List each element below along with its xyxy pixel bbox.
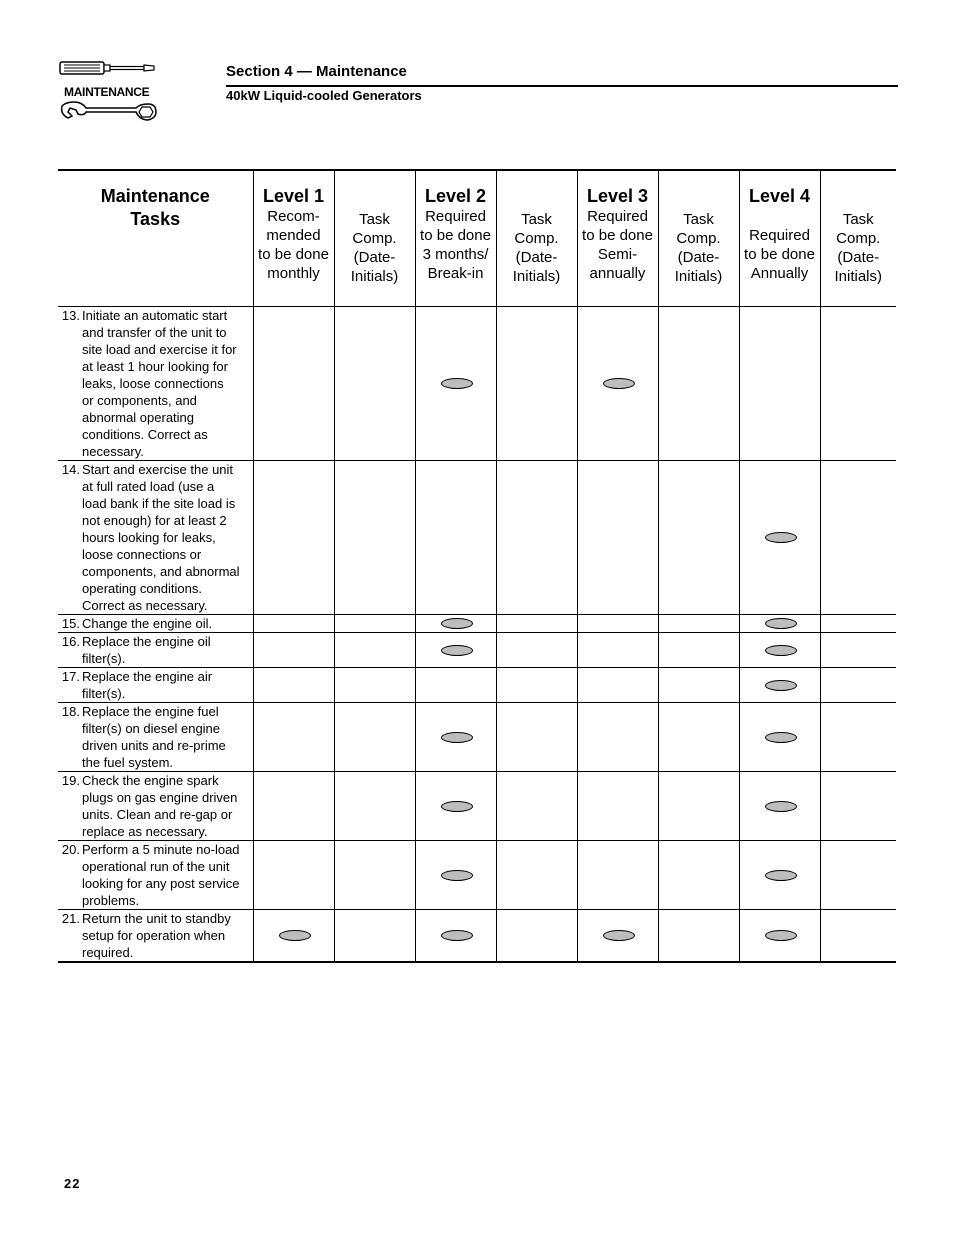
task-number: 17.: [61, 668, 80, 684]
level-title: Level 4: [748, 186, 811, 206]
task-comp-cell[interactable]: [658, 460, 739, 614]
task-comp-cell[interactable]: [820, 840, 896, 909]
required-marker-icon: [279, 930, 311, 941]
task-text-line: filter(s).: [82, 650, 126, 666]
task-text-line: operating conditions.: [82, 580, 202, 596]
task-text-line: at least 1 hour looking for: [82, 358, 228, 374]
required-marker-icon: [765, 618, 797, 629]
task-text-line: leaks, loose connections: [82, 375, 224, 391]
required-marker-icon: [441, 930, 473, 941]
task-comp-cell[interactable]: [820, 614, 896, 632]
header-task-comp-1: [334, 170, 415, 306]
level-title: Level 2: [424, 186, 487, 206]
level-2-cell: [415, 667, 496, 702]
task-comp-cell[interactable]: [820, 909, 896, 962]
level-2-cell: [415, 771, 496, 840]
task-number: 20.: [61, 841, 80, 857]
required-marker-icon: [765, 930, 797, 941]
task-text-line: abnormal operating: [82, 409, 195, 425]
table-header: [58, 170, 896, 306]
level-1-cell: [253, 306, 334, 460]
level-4-cell: [739, 614, 820, 632]
task-comp-cell[interactable]: [820, 702, 896, 771]
comp-line: Task: [842, 211, 874, 228]
table-row: [58, 909, 896, 962]
task-cell: [58, 909, 253, 962]
level-desc-line: Break-in: [427, 265, 484, 282]
level-desc-line: to be done: [258, 246, 329, 263]
table-row: [58, 840, 896, 909]
level-3-cell: [577, 614, 658, 632]
task-comp-cell[interactable]: [496, 667, 577, 702]
task-cell: [58, 460, 253, 614]
task-number: 14.: [61, 461, 80, 477]
table-body: [58, 306, 896, 962]
level-desc-line: annually: [589, 265, 646, 282]
level-4-cell: [739, 306, 820, 460]
level-3-cell: [577, 667, 658, 702]
task-text-line: Check the engine spark: [82, 772, 219, 788]
task-text-line: Replace the engine air: [82, 668, 213, 684]
comp-line: Comp.: [836, 230, 881, 247]
level-desc-line: to be done: [582, 227, 653, 244]
header-task-line: Tasks: [130, 209, 181, 229]
task-text-line: driven units and re-prime: [82, 737, 226, 753]
comp-line: (Date-: [515, 249, 558, 266]
level-3-cell: [577, 702, 658, 771]
task-text-line: Perform a 5 minute no-load: [82, 841, 240, 857]
task-number: 16.: [61, 633, 80, 649]
required-marker-icon: [441, 870, 473, 881]
task-text-line: conditions. Correct as: [82, 426, 208, 442]
task-comp-cell[interactable]: [820, 632, 896, 667]
level-1-cell: [253, 702, 334, 771]
level-1-cell: [253, 909, 334, 962]
required-marker-icon: [765, 645, 797, 656]
required-marker-icon: [603, 930, 635, 941]
table-row: [58, 460, 896, 614]
task-text: [82, 633, 253, 667]
header-rule: [226, 85, 898, 87]
comp-line: Comp.: [514, 230, 559, 247]
level-desc-line: Annually: [750, 265, 809, 282]
comp-line: Initials): [674, 268, 723, 285]
table-row: [58, 306, 896, 460]
task-text-line: Start and exercise the unit: [82, 461, 234, 477]
level-3-cell: [577, 460, 658, 614]
task-text: [82, 772, 253, 840]
task-cell: [58, 840, 253, 909]
level-4-cell: [739, 667, 820, 702]
task-text-line: loose connections or: [82, 546, 202, 562]
task-comp-cell[interactable]: [820, 460, 896, 614]
header-maintenance-tasks: [58, 170, 253, 306]
required-marker-icon: [603, 378, 635, 389]
task-comp-cell[interactable]: [658, 702, 739, 771]
required-marker-icon: [765, 870, 797, 881]
task-text-line: filter(s).: [82, 685, 126, 701]
level-1-cell: [253, 632, 334, 667]
task-comp-cell[interactable]: [658, 909, 739, 962]
table-row: [58, 667, 896, 702]
task-comp-cell[interactable]: [496, 614, 577, 632]
task-text-line: not enough) for at least 2: [82, 512, 227, 528]
task-text-line: Replace the engine oil: [82, 633, 211, 649]
header-task-line: Maintenance: [100, 186, 210, 206]
required-marker-icon: [765, 732, 797, 743]
task-cell: [58, 667, 253, 702]
comp-line: Task: [683, 211, 714, 228]
task-comp-cell[interactable]: [820, 771, 896, 840]
level-desc-line: 3 months/: [422, 246, 489, 263]
required-marker-icon: [441, 618, 473, 629]
task-text: [82, 703, 253, 771]
level-desc-line: to be done: [744, 246, 815, 263]
comp-line: Task: [521, 211, 552, 228]
task-text-line: setup for operation when: [82, 927, 226, 943]
task-cell: [58, 632, 253, 667]
level-2-cell: [415, 614, 496, 632]
table-row: [58, 771, 896, 840]
task-text-line: site load and exercise it for: [82, 341, 237, 357]
comp-line: (Date-: [353, 249, 396, 266]
level-desc-line: Semi-: [597, 246, 638, 263]
task-comp-cell[interactable]: [334, 614, 415, 632]
task-comp-cell[interactable]: [658, 632, 739, 667]
level-4-cell: [739, 460, 820, 614]
required-marker-icon: [765, 532, 797, 543]
level-1-cell: [253, 667, 334, 702]
section-title: Section 4 — Maintenance: [226, 63, 407, 80]
level-3-cell: [577, 632, 658, 667]
header-level-3: [577, 170, 658, 306]
task-text-line: units. Clean and re-gap or: [82, 806, 233, 822]
comp-line: Task: [359, 211, 390, 228]
task-text: [82, 668, 253, 702]
task-text-line: or components, and: [82, 392, 197, 408]
level-1-cell: [253, 460, 334, 614]
level-3-cell: [577, 840, 658, 909]
level-2-cell: [415, 460, 496, 614]
task-comp-cell[interactable]: [334, 667, 415, 702]
task-number: 18.: [61, 703, 80, 719]
level-2-cell: [415, 840, 496, 909]
task-cell: [58, 771, 253, 840]
task-comp-cell[interactable]: [334, 306, 415, 460]
comp-line: Initials): [350, 268, 399, 285]
task-comp-cell[interactable]: [334, 909, 415, 962]
level-4-cell: [739, 771, 820, 840]
task-comp-cell[interactable]: [496, 771, 577, 840]
header-task-comp-2: [496, 170, 577, 306]
task-text-line: Return the unit to standby: [82, 910, 231, 926]
level-4-cell: [739, 702, 820, 771]
task-text-line: Correct as necessary.: [82, 597, 208, 613]
task-text-line: and transfer of the unit to: [82, 324, 227, 340]
header-level-2: [415, 170, 496, 306]
task-comp-cell[interactable]: [658, 667, 739, 702]
task-text-line: filter(s) on diesel engine: [82, 720, 221, 736]
task-text-line: components, and abnormal: [82, 563, 240, 579]
level-title: Level 1: [262, 186, 325, 206]
level-1-cell: [253, 614, 334, 632]
task-comp-cell[interactable]: [496, 909, 577, 962]
comp-line: Comp.: [352, 230, 397, 247]
task-text-line: Initiate an automatic start: [82, 307, 228, 323]
level-title: Level 3: [586, 186, 649, 206]
required-marker-icon: [441, 732, 473, 743]
comp-line: Initials): [512, 268, 561, 285]
task-comp-cell[interactable]: [334, 702, 415, 771]
level-4-cell: [739, 840, 820, 909]
header-level-1: [253, 170, 334, 306]
task-text: [82, 615, 253, 632]
task-text-line: load bank if the site load is: [82, 495, 236, 511]
task-text-line: plugs on gas engine driven: [82, 789, 238, 805]
task-text: [82, 307, 253, 460]
task-comp-cell[interactable]: [496, 840, 577, 909]
level-desc-line: monthly: [267, 265, 320, 282]
level-desc-line: Recom-: [267, 208, 320, 225]
task-number: 21.: [61, 910, 80, 926]
level-2-cell: [415, 702, 496, 771]
level-desc-line: mended: [266, 227, 321, 244]
page-number: 22: [64, 1176, 81, 1191]
table-row: [58, 614, 896, 632]
maintenance-logo-label: MAINTENANCE: [64, 85, 150, 99]
task-text-line: Change the engine oil.: [82, 615, 213, 631]
task-text-line: required.: [82, 944, 134, 960]
level-1-cell: [253, 840, 334, 909]
level-2-cell: [415, 632, 496, 667]
level-desc-line: Required: [587, 208, 648, 225]
task-number: 19.: [61, 772, 80, 788]
task-cell: [58, 702, 253, 771]
required-marker-icon: [765, 680, 797, 691]
comp-line: Comp.: [676, 230, 721, 247]
task-text-line: problems.: [82, 892, 140, 908]
header-task-comp-3: [658, 170, 739, 306]
level-3-cell: [577, 306, 658, 460]
task-comp-cell[interactable]: [496, 460, 577, 614]
task-comp-cell[interactable]: [658, 614, 739, 632]
required-marker-icon: [765, 801, 797, 812]
task-comp-cell[interactable]: [334, 840, 415, 909]
level-1-cell: [253, 771, 334, 840]
task-comp-cell[interactable]: [496, 632, 577, 667]
task-comp-cell[interactable]: [496, 306, 577, 460]
comp-line: Initials): [834, 268, 882, 285]
task-text-line: necessary.: [82, 443, 144, 459]
header-level-4: [739, 170, 820, 306]
task-cell: [58, 306, 253, 460]
level-4-cell: [739, 909, 820, 962]
comp-line: (Date-: [677, 249, 720, 266]
level-desc-line: Required: [425, 208, 486, 225]
task-comp-cell[interactable]: [820, 667, 896, 702]
task-number: 15.: [61, 615, 80, 631]
table-row: [58, 632, 896, 667]
task-text: [82, 461, 253, 614]
level-2-cell: [415, 909, 496, 962]
section-subtitle: 40kW Liquid-cooled Generators: [226, 88, 422, 103]
table-row: [58, 702, 896, 771]
level-desc-line: Required: [749, 227, 810, 244]
required-marker-icon: [441, 801, 473, 812]
required-marker-icon: [441, 645, 473, 656]
comp-line: (Date-: [837, 249, 880, 266]
task-text-line: hours looking for leaks,: [82, 529, 216, 545]
task-comp-cell[interactable]: [658, 306, 739, 460]
level-desc-line: to be done: [420, 227, 491, 244]
task-number: 13.: [61, 307, 80, 323]
maintenance-table: [58, 169, 896, 963]
task-comp-cell[interactable]: [334, 771, 415, 840]
task-text-line: looking for any post service: [82, 875, 240, 891]
task-cell: [58, 614, 253, 632]
task-comp-cell[interactable]: [334, 632, 415, 667]
task-text-line: at full rated load (use a: [82, 478, 215, 494]
task-comp-cell[interactable]: [334, 460, 415, 614]
task-text-line: Replace the engine fuel: [82, 703, 219, 719]
task-comp-cell[interactable]: [658, 771, 739, 840]
level-2-cell: [415, 306, 496, 460]
header-task-comp-4: [820, 170, 896, 306]
level-3-cell: [577, 771, 658, 840]
task-text: [82, 841, 253, 909]
task-text-line: the fuel system.: [82, 754, 174, 770]
task-text-line: operational run of the unit: [82, 858, 230, 874]
task-text-line: replace as necessary.: [82, 823, 208, 839]
task-comp-cell[interactable]: [820, 306, 896, 460]
level-3-cell: [577, 909, 658, 962]
task-comp-cell[interactable]: [496, 702, 577, 771]
required-marker-icon: [441, 378, 473, 389]
task-comp-cell[interactable]: [658, 840, 739, 909]
task-text: [82, 910, 253, 961]
level-4-cell: [739, 632, 820, 667]
